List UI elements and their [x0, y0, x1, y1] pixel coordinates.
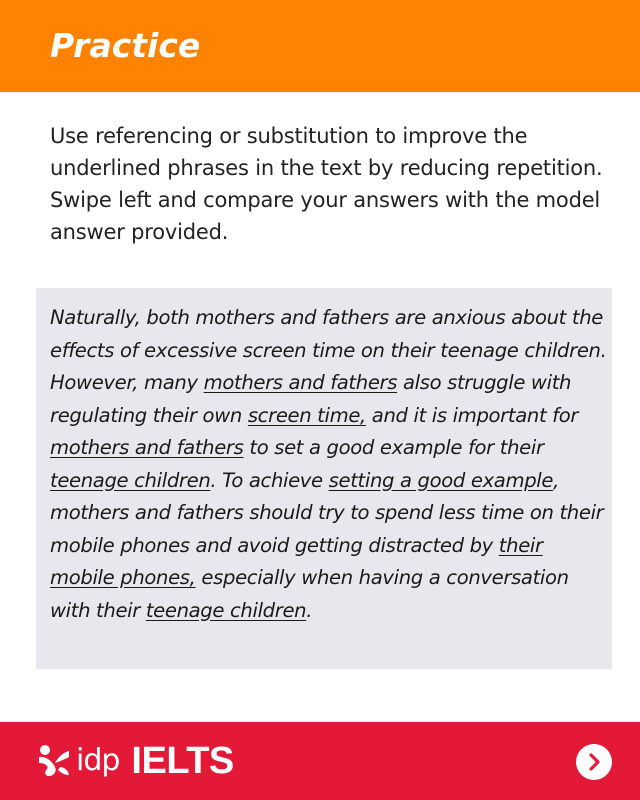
passage-segment: . To achieve	[210, 468, 329, 492]
brand-idp: idp	[76, 743, 120, 778]
underlined-phrase: teenage children	[145, 598, 307, 622]
next-button[interactable]	[576, 744, 612, 780]
brand-ielts: IELTS	[131, 740, 234, 782]
passage-segment: .	[306, 598, 313, 622]
header-bar	[0, 0, 640, 92]
passage-segment: also struggle with regulating their own	[50, 371, 572, 427]
underlined-phrase: their mobile phones,	[50, 533, 543, 589]
passage-text	[50, 302, 610, 627]
underlined-phrase: setting a good example	[328, 468, 554, 492]
passage-segment: Naturally, both mothers and fathers are anxious about the effects of excessive screen time on their teenage children. However, many	[50, 306, 607, 394]
footer-bar	[0, 722, 640, 800]
passage-segment: especially when having a conversation with their	[50, 566, 569, 622]
passage-segment: , mothers and fathers should try to spend less time on their mobile phones and avoid getting distracted by	[50, 468, 604, 557]
idp-logo-mark-icon	[36, 743, 72, 779]
passage-box	[36, 288, 612, 669]
underlined-phrase: mothers and fathers	[50, 436, 244, 459]
idp-ielts-logo	[36, 738, 234, 784]
chevron-right-icon	[576, 744, 612, 780]
passage-segment: to set a good example for their	[243, 436, 544, 459]
underlined-phrase: mothers and fathers	[203, 371, 398, 394]
underlined-phrase: screen time,	[247, 403, 366, 427]
passage-segment: and it is important for	[365, 403, 579, 427]
page-title: Practice	[50, 26, 201, 65]
instructions-text: Use referencing or substitution to improve the underlined phrases in the text by reducing repetition. Swipe left and compare your answers with the model answer provided.	[50, 124, 603, 244]
underlined-phrase: teenage children	[50, 468, 211, 492]
